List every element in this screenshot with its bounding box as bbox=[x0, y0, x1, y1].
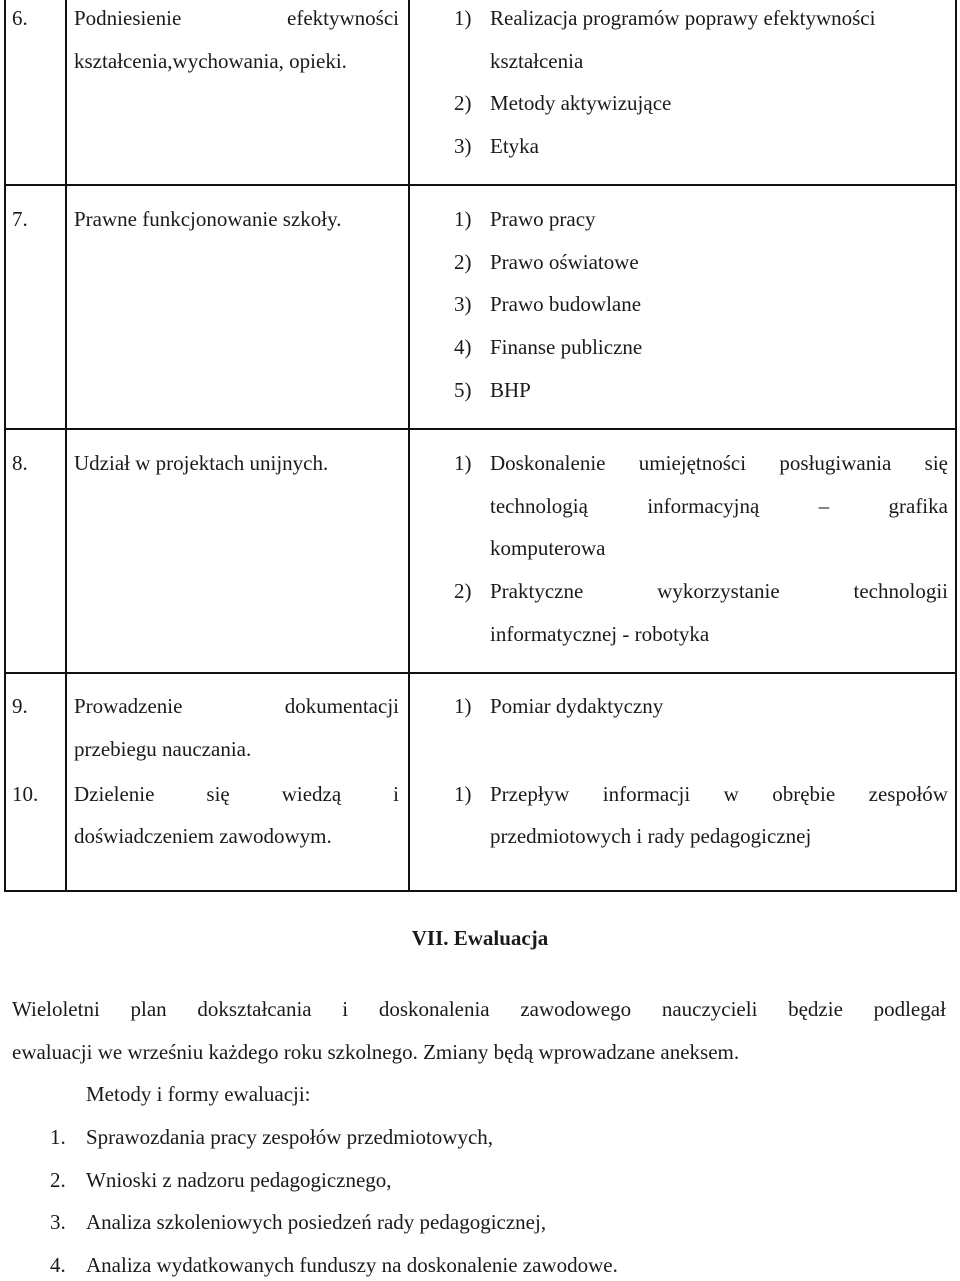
item-text bbox=[490, 494, 948, 518]
table-column-divider-1 bbox=[65, 0, 67, 892]
section-paragraph bbox=[12, 997, 946, 1021]
item-word: się bbox=[924, 451, 948, 475]
item-text: Realizacja programów poprawy efektywności bbox=[490, 6, 876, 30]
paragraph-word: nauczycieli bbox=[661, 997, 758, 1021]
row-number: 9. bbox=[12, 694, 28, 718]
topic-word: efektywności bbox=[287, 6, 399, 30]
item-number: 1) bbox=[454, 6, 472, 30]
topic-word: Podniesienie bbox=[74, 6, 182, 30]
item-word: posługiwania bbox=[779, 451, 892, 475]
item-text: Prawo budowlane bbox=[490, 292, 642, 316]
item-text: Prawo oświatowe bbox=[490, 250, 639, 274]
list-item: Wnioski z nadzoru pedagogicznego, bbox=[86, 1168, 392, 1192]
row-topic bbox=[74, 694, 399, 718]
item-word: technologią bbox=[490, 494, 588, 518]
row-number: 7. bbox=[12, 207, 28, 231]
row-number: 6. bbox=[12, 6, 28, 30]
row-number: 10. bbox=[12, 782, 39, 806]
item-number: 4) bbox=[454, 335, 472, 359]
topic-word: Dzielenie bbox=[74, 782, 155, 806]
item-text: Metody aktywizujące bbox=[490, 91, 672, 115]
item-number: 5) bbox=[454, 378, 472, 402]
item-number: 2) bbox=[454, 91, 472, 115]
item-text bbox=[490, 451, 948, 475]
table-border-right bbox=[955, 0, 957, 892]
item-text: Prawo pracy bbox=[490, 207, 596, 231]
row-topic: Prawne funkcjonowanie szkoły. bbox=[74, 207, 342, 231]
item-number: 1) bbox=[454, 207, 472, 231]
topic-word: Prowadzenie bbox=[74, 694, 183, 718]
row-topic-line: doświadczeniem zawodowym. bbox=[74, 824, 332, 848]
list-item-number: 1. bbox=[50, 1125, 66, 1149]
paragraph-word: i bbox=[342, 997, 349, 1021]
row-topic-line: przebiegu nauczania. bbox=[74, 737, 252, 761]
topic-word: i bbox=[393, 782, 399, 806]
item-text: BHP bbox=[490, 378, 531, 402]
item-text: przedmiotowych i rady pedagogicznej bbox=[490, 824, 812, 848]
list-item-number: 2. bbox=[50, 1168, 66, 1192]
item-number: 1) bbox=[454, 782, 472, 806]
item-word: zespołów bbox=[868, 782, 948, 806]
item-word: Doskonalenie bbox=[490, 451, 606, 475]
paragraph-word: Wieloletni bbox=[12, 997, 100, 1021]
list-item: Analiza wydatkowanych funduszy na doskonalenie zawodowe. bbox=[86, 1253, 618, 1277]
table-border-bottom bbox=[4, 890, 957, 892]
item-text: informatycznej - robotyka bbox=[490, 622, 710, 646]
item-word: informacji bbox=[602, 782, 691, 806]
item-text bbox=[490, 579, 948, 603]
list-item: Sprawozdania pracy zespołów przedmiotowych, bbox=[86, 1125, 494, 1149]
list-item: Analiza szkoleniowych posiedzeń rady pedagogicznej, bbox=[86, 1210, 547, 1234]
methods-heading: Metody i formy ewaluacji: bbox=[86, 1082, 311, 1106]
row-number: 8. bbox=[12, 451, 28, 475]
row-topic bbox=[74, 782, 399, 806]
item-text: Etyka bbox=[490, 134, 539, 158]
item-word: obrębie bbox=[772, 782, 836, 806]
row-topic bbox=[74, 6, 399, 30]
paragraph-word: będzie bbox=[788, 997, 843, 1021]
section-title: VII. Ewaluacja bbox=[411, 926, 549, 950]
item-word: Przepływ bbox=[490, 782, 570, 806]
item-word: umiejętności bbox=[638, 451, 747, 475]
item-number: 3) bbox=[454, 292, 472, 316]
section-paragraph-line: ewaluacji we wrześniu każdego roku szkolnego. Zmiany będą wprowadzane aneksem. bbox=[12, 1040, 740, 1064]
paragraph-word: zawodowego bbox=[520, 997, 632, 1021]
item-number: 2) bbox=[454, 250, 472, 274]
table-border-left bbox=[4, 0, 6, 892]
item-word: w bbox=[723, 782, 739, 806]
list-item-number: 3. bbox=[50, 1210, 66, 1234]
item-text: komputerowa bbox=[490, 536, 606, 560]
paragraph-word: podlegał bbox=[873, 997, 946, 1021]
item-word: technologii bbox=[853, 579, 948, 603]
row-topic-line: kształcenia,wychowania, opieki. bbox=[74, 49, 347, 73]
item-word: – bbox=[818, 494, 830, 518]
row-topic: Udział w projektach unijnych. bbox=[74, 451, 329, 475]
item-number: 1) bbox=[454, 694, 472, 718]
item-number: 2) bbox=[454, 579, 472, 603]
item-number: 3) bbox=[454, 134, 472, 158]
item-number: 1) bbox=[454, 451, 472, 475]
paragraph-word: plan bbox=[130, 997, 167, 1021]
item-text bbox=[490, 782, 948, 806]
paragraph-word: doskonalenia bbox=[378, 997, 490, 1021]
list-item-number: 4. bbox=[50, 1253, 66, 1277]
item-text: kształcenia bbox=[490, 49, 584, 73]
item-text: Pomiar dydaktyczny bbox=[490, 694, 664, 718]
table-row-divider bbox=[4, 672, 957, 674]
item-text: Finanse publiczne bbox=[490, 335, 643, 359]
item-word: grafika bbox=[888, 494, 948, 518]
table-column-divider-2 bbox=[408, 0, 410, 892]
paragraph-word: dokształcania bbox=[197, 997, 312, 1021]
topic-word: dokumentacji bbox=[284, 694, 399, 718]
item-word: wykorzystanie bbox=[657, 579, 780, 603]
topic-word: się bbox=[206, 782, 230, 806]
table-row-divider bbox=[4, 428, 957, 430]
item-word: Praktyczne bbox=[490, 579, 584, 603]
item-word: informacyjną bbox=[647, 494, 760, 518]
topic-word: wiedzą bbox=[281, 782, 342, 806]
table-row-divider bbox=[4, 184, 957, 186]
